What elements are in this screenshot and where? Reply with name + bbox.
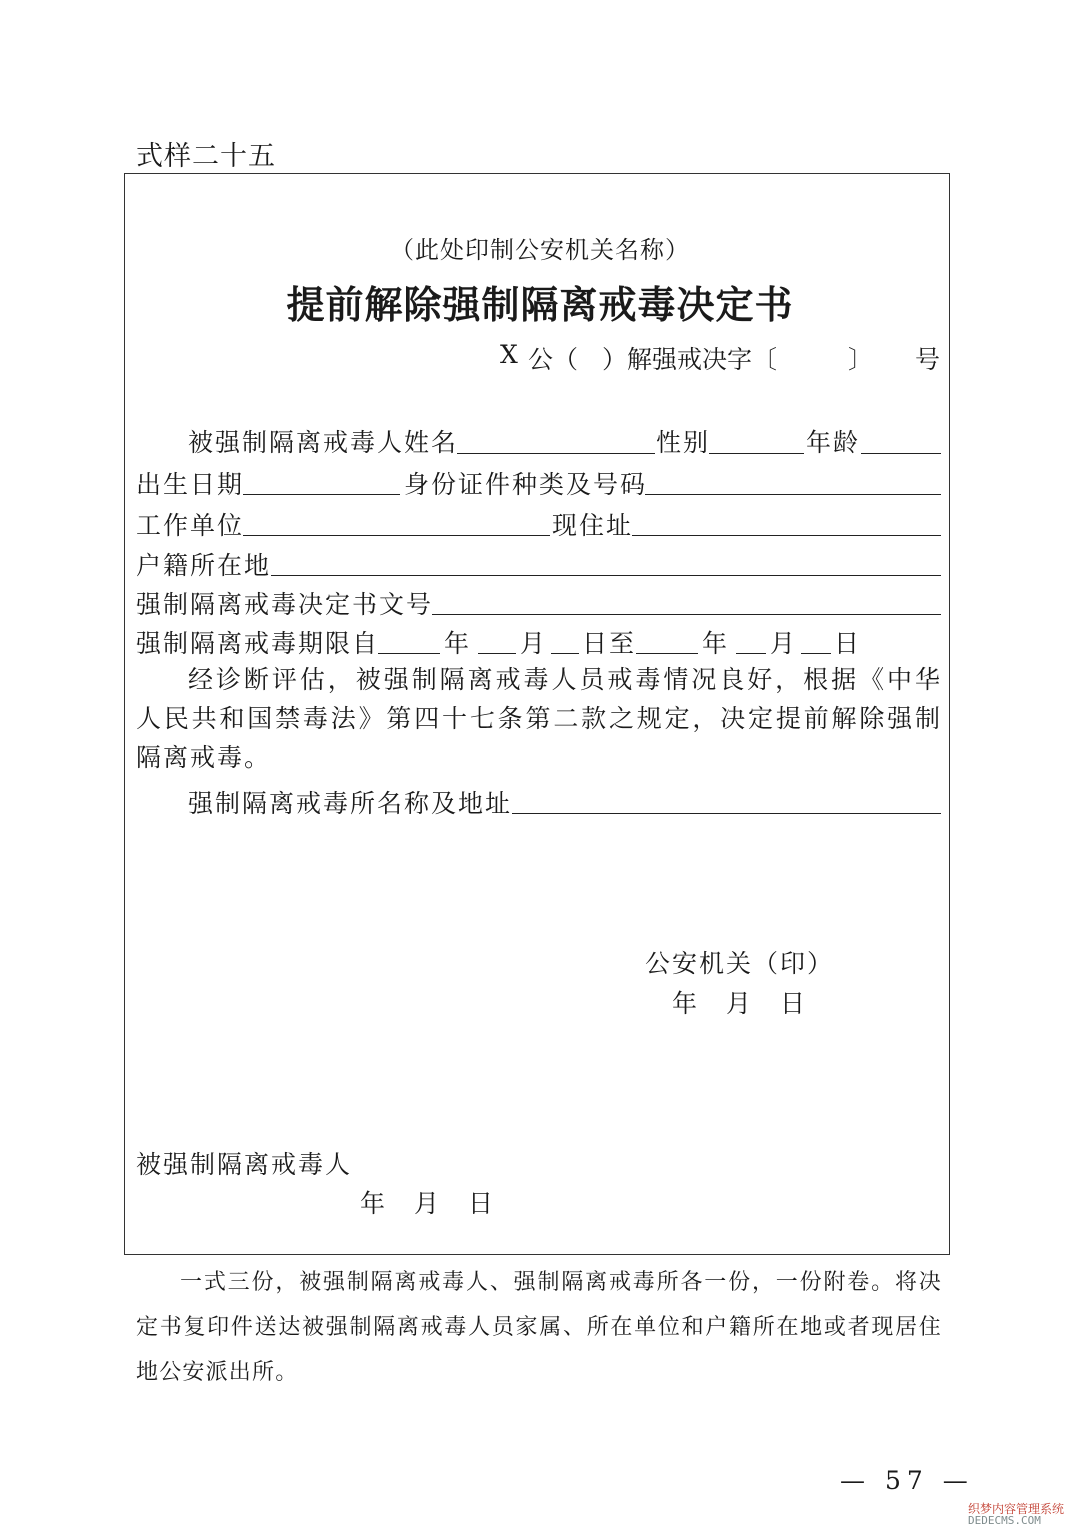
doc-number-middle: ）解强戒决字〔 bbox=[602, 345, 778, 374]
period-start-day-line[interactable] bbox=[551, 653, 579, 654]
period-label: 强制隔离戒毒期限自 bbox=[136, 629, 380, 658]
household-field-line[interactable] bbox=[271, 575, 941, 576]
period-end-year-label: 年 bbox=[702, 629, 730, 658]
name-label: 被强制隔离戒毒人姓名 bbox=[188, 428, 459, 457]
birth-date-field-line[interactable] bbox=[243, 494, 400, 495]
id-field-line[interactable] bbox=[645, 494, 941, 495]
period-end-month-line[interactable] bbox=[736, 653, 766, 654]
doc-number-prefix: X bbox=[500, 340, 518, 369]
decision-number-field-line[interactable] bbox=[432, 614, 941, 615]
document-title: 提前解除强制隔离戒毒决定书 bbox=[286, 282, 794, 327]
work-unit-label: 工作单位 bbox=[136, 511, 245, 540]
id-label: 身份证件种类及号码 bbox=[404, 470, 648, 499]
household-label: 户籍所在地 bbox=[136, 551, 272, 580]
decision-number-label: 强制隔离戒毒决定书文号 bbox=[136, 590, 434, 619]
period-start-month-line[interactable] bbox=[478, 653, 516, 654]
org-name-placeholder: （此处印制公安机关名称） bbox=[390, 236, 690, 264]
doc-number-gong: 公（ bbox=[528, 345, 579, 374]
residence-label: 现住址 bbox=[552, 511, 634, 540]
police-seal-date: 年 月 日 bbox=[672, 989, 808, 1018]
period-start-year-label: 年 bbox=[444, 629, 472, 658]
decision-body-text: 经诊断评估，被强制隔离戒毒人员戒毒情况良好，根据《中华人民共和国禁毒法》第四十七条第二款之规定，决定提前解除强制隔离戒毒。 bbox=[136, 665, 942, 772]
age-field-line[interactable] bbox=[861, 453, 941, 454]
work-unit-field-line[interactable] bbox=[243, 535, 550, 536]
detainee-signature-date: 年 月 日 bbox=[360, 1189, 496, 1218]
gender-field-line[interactable] bbox=[709, 453, 804, 454]
period-end-day-label: 日 bbox=[834, 629, 862, 658]
period-end-day-line[interactable] bbox=[801, 653, 831, 654]
facility-label: 强制隔离戒毒所名称及地址 bbox=[188, 789, 513, 818]
watermark-logo-text: 织梦内容管理系统 bbox=[968, 1502, 1065, 1516]
police-seal-label: 公安机关（印） bbox=[645, 949, 835, 978]
doc-number-close: 〕 bbox=[848, 345, 874, 374]
period-start-year-line[interactable] bbox=[378, 653, 440, 654]
period-end-year-line[interactable] bbox=[636, 653, 698, 654]
period-start-to-label: 日至 bbox=[582, 629, 637, 658]
detainee-signature-label: 被强制隔离戒毒人 bbox=[136, 1150, 353, 1179]
watermark-url: DEDECMS.COM bbox=[968, 1514, 1041, 1527]
facility-field-line[interactable] bbox=[512, 813, 941, 814]
period-end-month-label: 月 bbox=[770, 629, 798, 658]
residence-field-line[interactable] bbox=[632, 535, 941, 536]
doc-number-suffix: 号 bbox=[915, 345, 941, 374]
gender-label: 性别 bbox=[656, 428, 711, 457]
age-label: 年龄 bbox=[806, 428, 861, 457]
name-field-line[interactable] bbox=[457, 453, 655, 454]
form-style-label: 式样二十五 bbox=[136, 141, 276, 172]
distribution-note: 一式三份，被强制隔离戒毒人、强制隔离戒毒所各一份，一份附卷。将决定书复印件送达被强制隔离戒毒人员家属、所在单位和户籍所在地或者现居住地公安派出所。 bbox=[136, 1270, 942, 1385]
birth-date-label: 出生日期 bbox=[136, 470, 245, 499]
page-number: — 57 — bbox=[840, 1466, 974, 1495]
period-start-month-label: 月 bbox=[520, 629, 548, 658]
